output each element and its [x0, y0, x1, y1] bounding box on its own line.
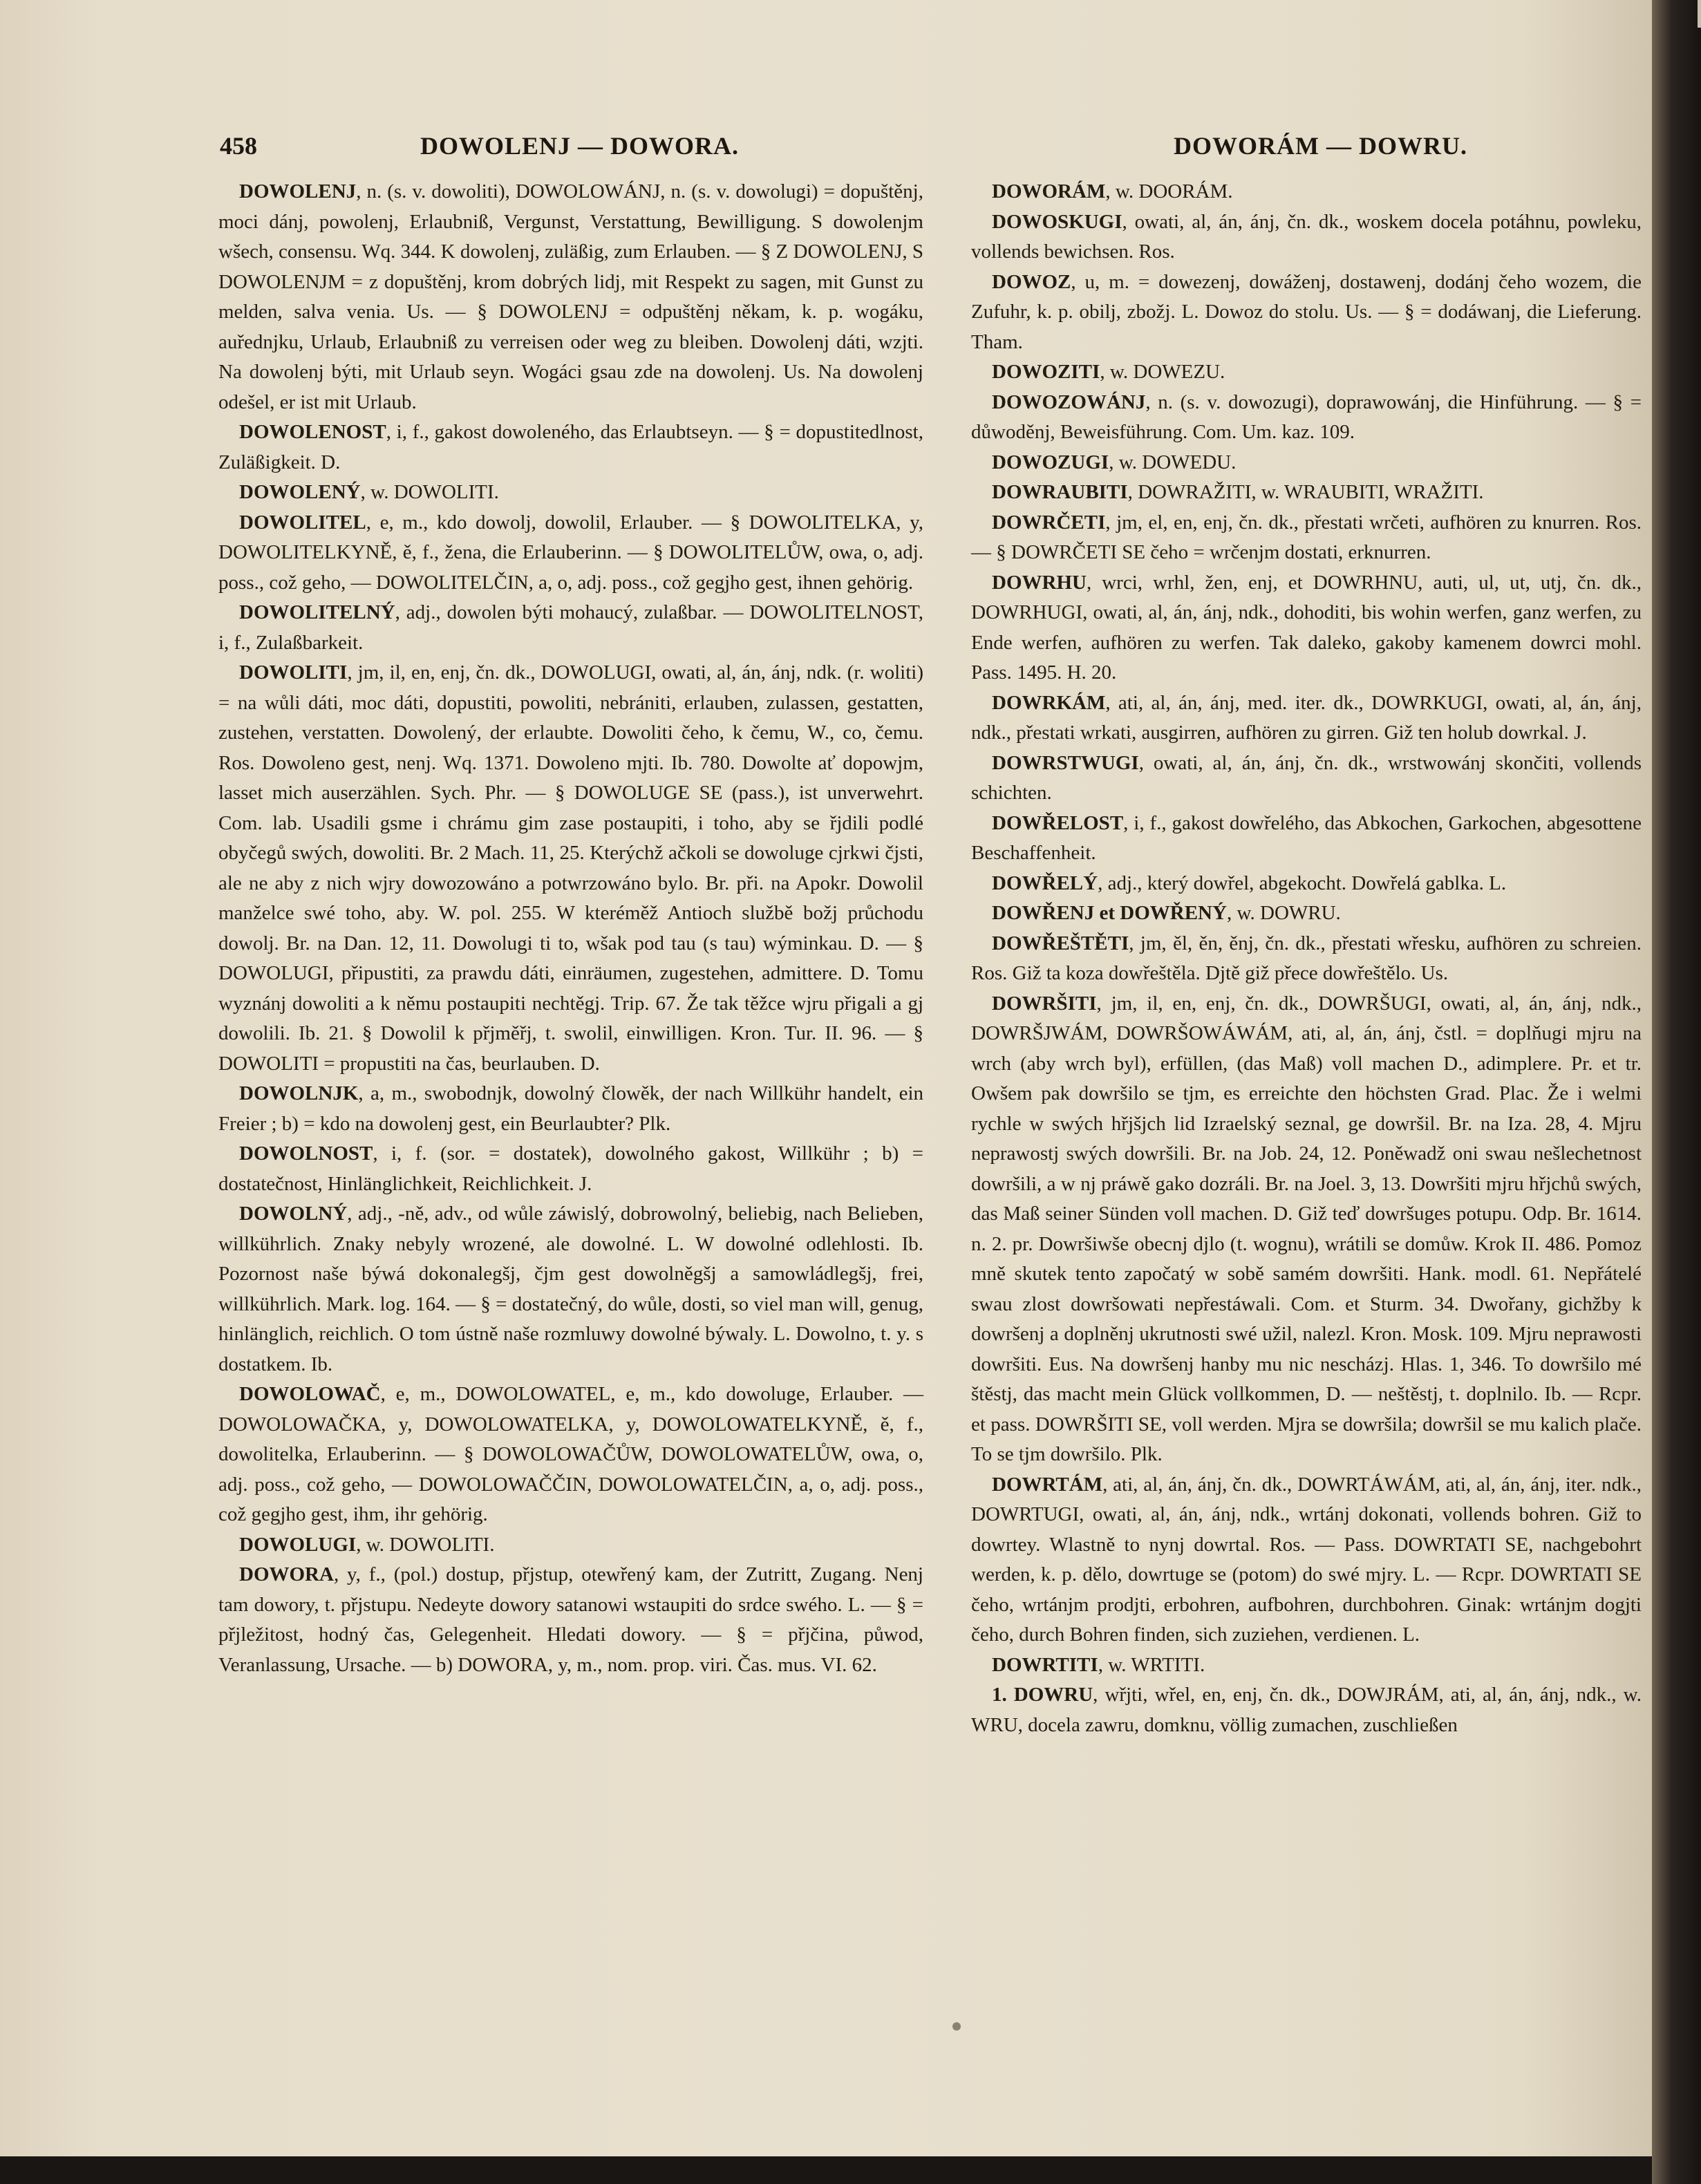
entry: DOWŘELOST, i, f., gakost dowřelého, das Abkochen, Garkochen, abgesottene Beschaffenheit. [971, 811, 1642, 864]
left-column [218, 177, 923, 1680]
headword: DOWRAUBITI [992, 481, 1128, 503]
entry: DOWRKÁM, ati, al, án, ánj, med. iter. dk., DOWRKUGI, owati, al, án, ánj, ndk., přestati wrkati, ausgirren, aufhören zu girren. Giž ten holub dowrkal. J. [971, 691, 1642, 744]
headword: DOWOLNJK [239, 1082, 359, 1104]
entry: DOWOSKUGI, owati, al, án, ánj, čn. dk., woskem docela potáhnu, powleku, vollends bewichsen. Ros. [971, 210, 1642, 263]
entry: DOWOZ, u, m. = dowezenj, dowáženj, dostawenj, dodánj čeho wozem, die Zufuhr, k. p. obilj, zbožj. L. Dowoz do stolu. Us. — § = dodáwanj, die Lieferung. Tham. [971, 270, 1642, 353]
entry: DOWOLENÝ, w. DOWOLITI. [239, 481, 499, 503]
entry: DOWRTITI, w. WRTITI. [992, 1653, 1205, 1676]
right-column [971, 177, 1642, 1740]
headword: DOWORA [239, 1563, 334, 1585]
headword: DOWOLITELNÝ [239, 601, 395, 623]
entry: DOWOLENJ, n. (s. v. dowoliti), DOWOLOWÁNJ, n. (s. v. dowolugi) = dopuštěnj, moci dánj, powolenj, Erlaubniß, Vergunst, Verstattung, Bewilligung. S dowolenjm wšech, consensu. Wq. 344. K dowolenj, zuläßig, zum Erlauben. — § Z DOWOLENJ, S DOWOLENJM = z dopuštěnj, krom dobrých lidj, mit Respekt zu sagen, mit Gunst zu melden, salva venia. Us. — § DOWOLENJ = odpuštěnj někam, k. p. wogáku, auřednjku, Urlaub, Erlaubniß zu verreisen oder weg zu bleiben. Dowolenj dáti, wzjti. Na dowolenj býti, mit Urlaub seyn. Wogáci gsau zde na dowolenj. Us. Na dowolenj odešel, er ist mit Urlaub. [218, 180, 923, 413]
headword: DOWOSKUGI [992, 210, 1122, 233]
entry: DOWŘENJ et DOWŘENÝ, w. DOWRU. [992, 902, 1341, 924]
headword: DOWOLENÝ [239, 481, 361, 503]
entry: DOWRTÁM, ati, al, án, ánj, čn. dk., DOWRTÁWÁM, ati, al, án, ánj, iter. ndk., DOWRTUGI, owati, al, án, ánj, ndk., wrtánj dokonati, vollends bohren. Giž to dowrtey. Wlastně to nynj dowrtal. Ros. — Pass. DOWRTATI SE, nachgebohrt werden, k. p. dělo, dowrtuge se (potom) do swé mjry. L. — Rcpr. DOWRTATI SE čeho, wrtánjm prodjti, erbohren, aufbohren, durchbohren. Ginak: wrtánjm dogjti čeho, durch Bohren finden, sich zuziehen, verdienen. L. [971, 1473, 1642, 1646]
headword: DOWORÁM [992, 180, 1106, 203]
headword: DOWOLITEL [239, 511, 366, 534]
entry: DOWŘELÝ, adj., který dowřel, abgekocht. Dowřelá gablka. L. [992, 872, 1507, 894]
headword: DOWRSTWUGI [992, 751, 1139, 774]
headword: DOWOZITI [992, 361, 1100, 383]
entry: DOWRČETI, jm, el, en, enj, čn. dk., přestati wrčeti, aufhören zu knurren. Ros. — § DOWRČETI SE čeho = wrčenjm dostati, erknurren. [971, 511, 1642, 563]
headword: DOWOLNÝ [239, 1203, 348, 1225]
headword: DOWŘEŠTĚTI [992, 932, 1129, 954]
entry: DOWOZUGI, w. DOWEDU. [992, 451, 1237, 473]
headword: DOWRČETI [992, 511, 1106, 534]
left-running-head: DOWOLENJ — DOWORA. [420, 132, 740, 160]
headword: 1. DOWRU [992, 1684, 1093, 1706]
headword: DOWŘELOST [992, 811, 1124, 834]
entry: DOWORÁM, w. DOORÁM. [992, 180, 1233, 203]
headword: DOWRKÁM [992, 691, 1106, 714]
headword: DOWOLENJ [239, 180, 357, 203]
entry: DOWŘEŠTĚTI, jm, ěl, ěn, ěnj, čn. dk., přestati wřesku, aufhören zu schreien. Ros. Giž ta koza dowřeštěla. Djtě giž přece dowřeštělo. Us. [971, 932, 1642, 984]
entry: DOWOLITEL, e, m., kdo dowolj, dowolil, Erlauber. — § DOWOLITELKA, y, DOWOLITELKYNĚ, ě, f., žena, die Erlauberinn. — § DOWOLITELŮW, owa, o, adj. poss., což geho, — DOWOLITELČIN, a, o, adj. poss., což gegjho gest, ihnen gehörig. [218, 511, 923, 594]
headword: DOWOLITI [239, 661, 348, 684]
entry: DOWOLITI, jm, il, en, enj, čn. dk., DOWOLUGI, owati, al, án, ánj, ndk. (r. woliti) = na wůli dáti, moc dáti, dopustiti, powoliti, nebrániti, erlauben, zulassen, gestatten, zustehen, verstatten. Dowolený, der erlaubte. Dowoliti čeho, k čemu, W., co, čemu. Ros. Dowoleno gest, nenj. Wq. 1371. Dowoleno mjti. Ib. 780. Dowolte ať dopowjm, lasset mich auserzählen. Sych. Phr. — § DOWOLUGE SE (pass.), ist unverwehrt. Com. lab. Usadili gsme i chrámu gim zase postaupiti, i toho, aby se řjdili podlé obyčegů swých, dowoliti. Br. 2 Mach. 11, 25. Kterýchž ačkoli se dowoluge cjrkwi čjsti, ale ne aby z nich wjry dowozowáno a potwrzowáno bylo. Br. při. na Apokr. Dowolil manželce swé toho, aby. W. pol. 255. W kteréměž Antioch službě božj průchodu dowolj. Br. na Dan. 12, 11. Dowolugi ti to, wšak pod tau (s tau) wýminkau. D. — § DOWOLUGI, připustiti, za prawdu dáti, einräumen, zugestehen, admittere. D. Tomu wyznánj dowoliti a k němu postaupiti nechtěgj. Trip. 67. Že tak těžce wjru přigali a gj dowolili. Ib. 21. § Dowolil k přjměřj, t. swolil, einwilligen. Kron. Tur. II. 96. — § DOWOLITI = propustiti na čas, beurlauben. D. [218, 661, 923, 1075]
entry: DOWOLNÝ, adj., -ně, adv., od wůle záwislý, dobrowolný, beliebig, nach Belieben, willkührlich. Znaky nebyly wrozené, ale dowolné. L. W dowolné odlehlosti. Ib. Pozornost naše býwá dokonalegšj, čjm gest dowolněgšj a samowládlegšj, frei, willkührlich. Mark. log. 164. — § = dostatečný, do wůle, dosti, so viel man will, genug, hinlänglich, reichlich. O tom ústně naše rozmluwy dowolné býwaly. L. Dowolno, t. y. s dostatkem. Ib. [218, 1203, 923, 1375]
headword: DOWOLENOST [239, 421, 386, 443]
entry: DOWORA, y, f., (pol.) dostup, přjstup, otewřený kam, der Zutritt, Zugang. Nenj tam dowory, t. přjstupu. Nedeyte dowory satanowi wstaupiti do srdce swého. L. — § = přjležitost, hodný čas, Gelegenheit. Hledati dowory. — § = přjčina, půwod, Veranlassung, Ursache. — b) DOWORA, y, m., nom. prop. viri. Čas. mus. VI. 62. [218, 1563, 923, 1676]
headword: DOWRŠITI [992, 992, 1097, 1015]
headword: DOWOLUGI [239, 1533, 357, 1556]
page-header [220, 131, 1519, 173]
entry: DOWOLNOST, i, f. (sor. = dostatek), dowolného gakost, Willkühr ; b) = dostatečnost, Hinlänglichkeit, Reichlichkeit. J. [218, 1142, 923, 1195]
headword: DOWOZ [992, 270, 1071, 293]
entry: DOWRSTWUGI, owati, al, án, ánj, čn. dk., wrstwowánj skončiti, vollends schichten. [971, 751, 1642, 804]
headword: DOWRTÁM [992, 1473, 1103, 1496]
headword: DOWOZUGI [992, 451, 1109, 473]
headword: DOWRTITI [992, 1653, 1098, 1676]
entry: DOWOLOWAČ, e, m., DOWOLOWATEL, e, m., kdo dowoluge, Erlauber. — DOWOLOWAČKA, y, DOWOLOWATELKA, y, DOWOLOWATELKYNĚ, ě, f., dowolitelka, Erlauberinn. — § DOWOLOWAČŮW, DOWOLOWATELŮW, owa, o, adj. poss., což geho, — DOWOLOWAČČIN, DOWOLOWATELČIN, a, o, adj. poss., což gegjho gest, ihm, ihr gehörig. [218, 1383, 923, 1525]
page-number: 458 [220, 132, 257, 160]
entry: DOWRHU, wrci, wrhl, žen, enj, et DOWRHNU, auti, ul, ut, utj, čn. dk., DOWRHUGI, owati, al, án, ánj, ndk., dohoditi, bis wohin werfen, ganz werfen, zu Ende werfen, aufhören zu werfen. Tak daleko, gakoby kamenem dowrci mohl. Pass. 1495. H. 20. [971, 571, 1642, 684]
entry: 1. DOWRU, wřjti, wřel, en, enj, čn. dk., DOWJRÁM, ati, al, án, ánj, ndk., w. WRU, docela zawru, domknu, völlig zumachen, zuschließen [971, 1684, 1642, 1736]
headword: DOWOLNOST [239, 1142, 373, 1165]
entry: DOWOLITELNÝ, adj., dowolen býti mohaucý, zulaßbar. — DOWOLITELNOST, i, f., Zulaßbarkeit. [218, 601, 923, 654]
entry: DOWOLUGI, w. DOWOLITI. [239, 1533, 495, 1556]
entry: DOWOLENOST, i, f., gakost dowoleného, das Erlaubtseyn. — § = dopustitedlnost, Zuläßigkeit. D. [218, 421, 923, 473]
scan-edge-mark [1698, 0, 1701, 28]
right-running-head: DOWORÁM — DOWRU. [1174, 132, 1467, 160]
paper-blemish [952, 2022, 961, 2031]
headword: DOWOZOWÁNJ [992, 390, 1146, 413]
book-spine-shadow [1652, 0, 1701, 2184]
headword: DOWŘENJ et DOWŘENÝ [992, 902, 1227, 924]
headword: DOWOLOWAČ [239, 1383, 381, 1405]
entry: DOWRŠITI, jm, il, en, enj, čn. dk., DOWRŠUGI, owati, al, án, ánj, ndk., DOWRŠJWÁM, DOWRŠOWÁWÁM, ati, al, án, ánj, čstl. = doplňugi mjru na wrch (aby wrch byl), erfüllen, (das Maß) voll machen D., adimplere. Pr. et tr. Owšem pak dowršilo se tjm, es erreichte den höchsten Grad. Plac. Že i welmi rychle w swých hřjšjch lid Izraelský seznal, ge dowršil. Br. na Iza. 28, 4. Mjru neprawostj swých dowršili. Br. na Job. 24, 12. Poněwadž oni swau nešlechetnost dowršili, a w nj práwě gako dozráli. Br. na Joel. 3, 13. Dowršiti mjru hřjchů swých, das Maß seiner Sünden voll machen. D. Giž teď dowršuges potupu. Odp. Br. 1614. n. 2. pr. Dowršiwše obecnj djlo (t. wognu), wrátili se domůw. Krok II. 486. Pomoz mně skutek tento započatý w sobě samém dowršiti. Hank. modl. 61. Nepřátelé swau zlost dowršowati nepřestáwali. Com. et Sturm. 34. Dwořany, gichžby k dowršenj a doplněnj ukrutnosti swé užil, nalezl. Kron. Mosk. 109. Mjru neprawosti dowršiti. Eus. Na dowršenj hanby mu nic nescházj. Hlas. 1, 346. To dowršilo mé štěstj, das macht mein Glück vollkommen, D. — neštěstj, t. doplnilo. Ib. — Rcpr. et pass. DOWRŠITI SE, voll werden. Mjra se dowršila; dowršil se mu kalich plače. To se tjm dowršilo. Plk. [971, 992, 1642, 1465]
headword: DOWRHU [992, 571, 1087, 594]
entry: DOWRAUBITI, DOWRAŽITI, w. WRAUBITI, WRAŽITI. [992, 481, 1484, 503]
entry: DOWOLNJK, a, m., swobodnjk, dowolný člowěk, der nach Willkühr handelt, ein Freier ; b) = kdo na dowolenj gest, ein Beurlaubter? Plk. [218, 1082, 923, 1135]
entry: DOWOZITI, w. DOWEZU. [992, 361, 1225, 383]
entry: DOWOZOWÁNJ, n. (s. v. dowozugi), doprawowánj, die Hinführung. — § = důwoděnj, Beweisführung. Com. Um. kaz. 109. [971, 390, 1642, 443]
headword: DOWŘELÝ [992, 872, 1098, 894]
